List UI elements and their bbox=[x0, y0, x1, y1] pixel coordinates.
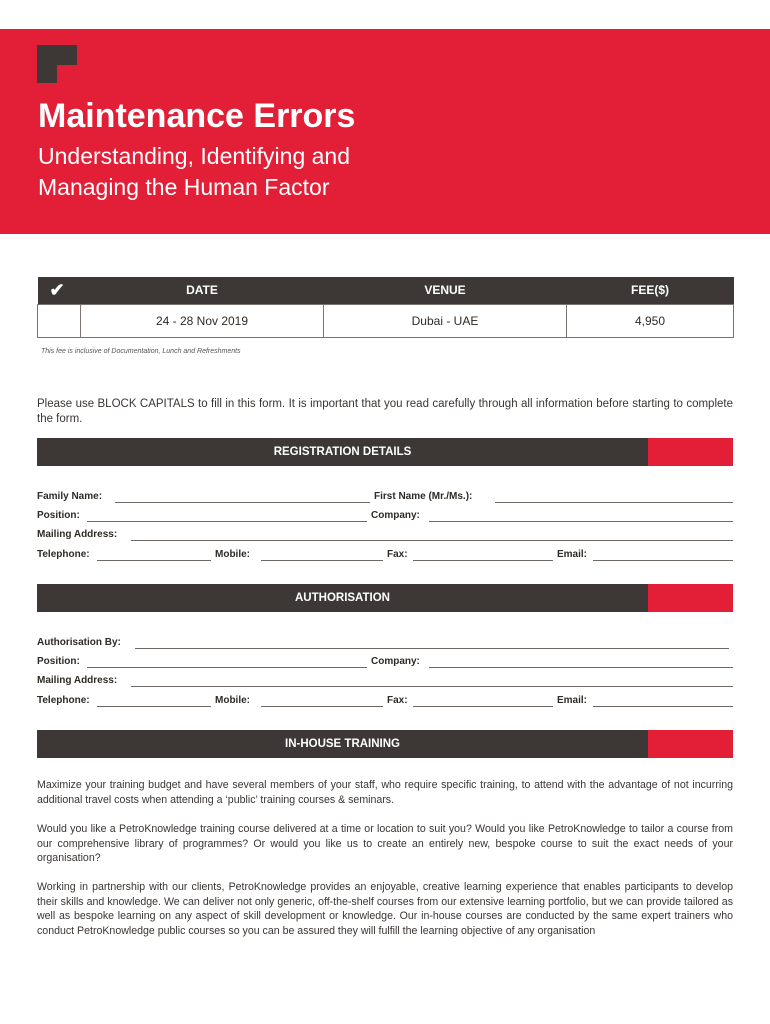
mobile-field[interactable] bbox=[215, 549, 383, 563]
authorisation-by-line[interactable] bbox=[135, 648, 729, 649]
auth-position-field[interactable] bbox=[37, 656, 367, 670]
inhouse-section-header bbox=[37, 730, 733, 758]
course-venue: Dubai - UAE bbox=[324, 304, 567, 337]
section-accent bbox=[648, 730, 733, 758]
position-line[interactable] bbox=[87, 521, 367, 522]
fax-field[interactable] bbox=[387, 549, 553, 563]
registration-row-1 bbox=[37, 491, 733, 505]
authorisation-section-header bbox=[37, 584, 733, 612]
subtitle-line-1: Understanding, Identifying and bbox=[38, 143, 350, 169]
auth-company-line[interactable] bbox=[429, 667, 733, 668]
mailing-address-label: Mailing Address: bbox=[37, 529, 118, 540]
first-name-label: First Name (Mr./Ms.): bbox=[374, 491, 473, 502]
mobile-line[interactable] bbox=[261, 560, 383, 561]
first-name-line[interactable] bbox=[495, 502, 733, 503]
email-line[interactable] bbox=[593, 560, 733, 561]
registration-heading: REGISTRATION DETAILS bbox=[273, 446, 412, 458]
subtitle-line-2: Managing the Human Factor bbox=[38, 174, 330, 200]
intro-text: Please use BLOCK CAPITALS to fill in this form. It is important that you read carefully through all information before starting to complete the form. bbox=[37, 398, 733, 425]
authorisation-row-3 bbox=[37, 675, 733, 689]
email-field[interactable] bbox=[557, 549, 733, 563]
auth-mailing-address-field[interactable] bbox=[37, 675, 733, 689]
registration-row-2 bbox=[37, 510, 733, 524]
auth-fax-field[interactable] bbox=[387, 695, 553, 709]
family-name-label: Family Name: bbox=[37, 491, 103, 502]
inhouse-paragraph-3: Working in partnership with our clients, PetroKnowledge provides an enjoyable, creative learning experience that enables participants to develop their skills and knowledge. We can deliver not only generic, off-the-shelf courses from our extensive learning portfolio, but we can provide tailored as well as bespoke learning on any aspect of skill development or knowledge. Our in-house courses are conducted by the same expert trainers who conduct PetroKnowledge public courses so you can be assured they will fulfill the learning objective of any organisation bbox=[37, 881, 733, 937]
family-name-line[interactable] bbox=[115, 502, 370, 503]
email-label: Email: bbox=[557, 549, 588, 560]
inhouse-heading: IN-HOUSE TRAINING bbox=[285, 738, 400, 750]
authorisation-row-2 bbox=[37, 656, 733, 670]
header-banner bbox=[0, 29, 770, 234]
section-accent bbox=[648, 438, 733, 466]
auth-mobile-field[interactable] bbox=[215, 695, 383, 709]
telephone-field[interactable] bbox=[37, 549, 211, 563]
auth-position-line[interactable] bbox=[87, 667, 367, 668]
mailing-address-field[interactable] bbox=[37, 529, 733, 543]
company-label: Company: bbox=[371, 510, 420, 521]
auth-fax-label: Fax: bbox=[387, 695, 408, 706]
page-title: Maintenance Errors bbox=[38, 97, 356, 135]
auth-email-field[interactable] bbox=[557, 695, 733, 709]
page-subtitle bbox=[38, 141, 350, 203]
auth-mobile-label: Mobile: bbox=[215, 695, 250, 706]
fee-note: This fee is inclusive of Documentation, Lunch and Refreshments bbox=[41, 348, 241, 355]
registration-section-header bbox=[37, 438, 733, 466]
auth-fax-line[interactable] bbox=[413, 706, 553, 707]
auth-telephone-line[interactable] bbox=[97, 706, 211, 707]
auth-telephone-label: Telephone: bbox=[37, 695, 90, 706]
auth-telephone-field[interactable] bbox=[37, 695, 211, 709]
auth-email-line[interactable] bbox=[593, 706, 733, 707]
registration-row-4 bbox=[37, 549, 733, 563]
inhouse-paragraph-1: Maximize your training budget and have several members of your staff, who require specific training, to attend with the advantage of not incurring additional travel costs when attending a ‘public’ training courses & seminars. bbox=[37, 779, 733, 806]
authorisation-heading: AUTHORISATION bbox=[295, 592, 390, 604]
family-name-field[interactable] bbox=[37, 491, 370, 505]
authorisation-by-field[interactable] bbox=[37, 637, 729, 651]
telephone-line[interactable] bbox=[97, 560, 211, 561]
fax-line[interactable] bbox=[413, 560, 553, 561]
mobile-label: Mobile: bbox=[215, 549, 250, 560]
auth-position-label: Position: bbox=[37, 656, 80, 667]
telephone-label: Telephone: bbox=[37, 549, 90, 560]
first-name-field[interactable] bbox=[374, 491, 733, 505]
mailing-address-line[interactable] bbox=[131, 540, 733, 541]
auth-mobile-line[interactable] bbox=[261, 706, 383, 707]
authorisation-row-4 bbox=[37, 695, 733, 709]
position-field[interactable] bbox=[37, 510, 367, 524]
company-line[interactable] bbox=[429, 521, 733, 522]
course-table bbox=[37, 277, 734, 338]
authorisation-row-1 bbox=[37, 637, 733, 651]
venue-header: VENUE bbox=[324, 277, 567, 304]
course-fee: 4,950 bbox=[567, 304, 734, 337]
corner-logo-icon bbox=[37, 45, 77, 83]
section-accent bbox=[648, 584, 733, 612]
course-date: 24 - 28 Nov 2019 bbox=[81, 304, 324, 337]
auth-email-label: Email: bbox=[557, 695, 588, 706]
course-checkbox[interactable] bbox=[38, 304, 81, 337]
authorisation-by-label: Authorisation By: bbox=[37, 637, 121, 648]
auth-mailing-address-line[interactable] bbox=[131, 686, 733, 687]
course-table-header bbox=[38, 277, 734, 304]
date-header: DATE bbox=[81, 277, 324, 304]
course-row bbox=[38, 304, 734, 337]
auth-company-field[interactable] bbox=[371, 656, 733, 670]
auth-mailing-address-label: Mailing Address: bbox=[37, 675, 118, 686]
auth-company-label: Company: bbox=[371, 656, 420, 667]
registration-row-3 bbox=[37, 529, 733, 543]
fee-header: FEE($) bbox=[567, 277, 734, 304]
company-field[interactable] bbox=[371, 510, 733, 524]
fax-label: Fax: bbox=[387, 549, 408, 560]
inhouse-paragraph-2: Would you like a PetroKnowledge training course delivered at a time or location to suit you? Would you like PetroKnowledge to tailor a course from our comprehensive library of programmes? Or would you like us to create an entirely new, bespoke course to suit the exact needs of your organisation? bbox=[37, 823, 733, 864]
position-label: Position: bbox=[37, 510, 80, 521]
check-icon: ✔ bbox=[38, 277, 81, 304]
